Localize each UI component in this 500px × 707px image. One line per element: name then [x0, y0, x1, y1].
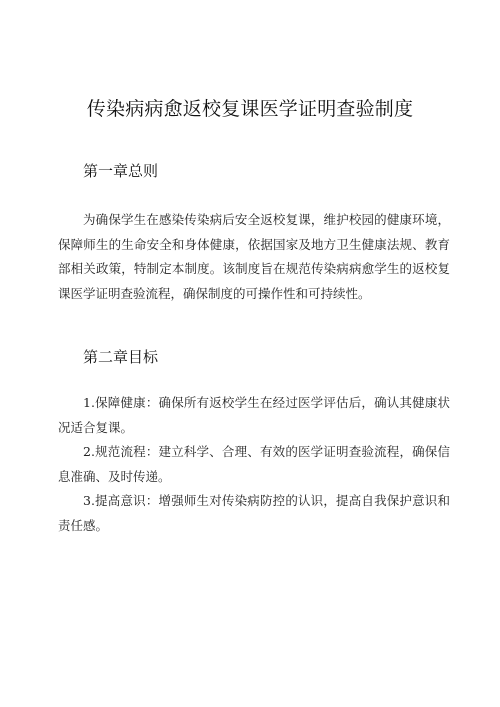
goal-item-process: 2.规范流程：建立科学、合理、有效的医学证明查验流程，确保信息准确、及时传递。	[58, 444, 450, 484]
general-paragraph: 为确保学生在感染传染病后安全返校复课，维护校园的健康环境，保障师生的生命安全和身体健康，依据国家及地方卫生健康法规、教育部相关政策，特制定本制度。该制度旨在规范传染病病愈学生的返校复课医学证明查验流程，确保制度的可操作性和可持续性。	[58, 212, 450, 301]
goal-item-health: 1.保障健康：确保所有返校学生在经过医学评估后，确认其健康状况适合复课。	[58, 395, 450, 435]
chapter-heading-general: 第一章总则	[83, 162, 159, 180]
document-title: 传染病病愈返校复课医学证明查验制度	[86, 98, 414, 120]
chapter-heading-goals: 第二章目标	[83, 348, 159, 366]
goal-item-awareness: 3.提高意识：增强师生对传染病防控的认识，提高自我保护意识和责任感。	[58, 493, 450, 533]
